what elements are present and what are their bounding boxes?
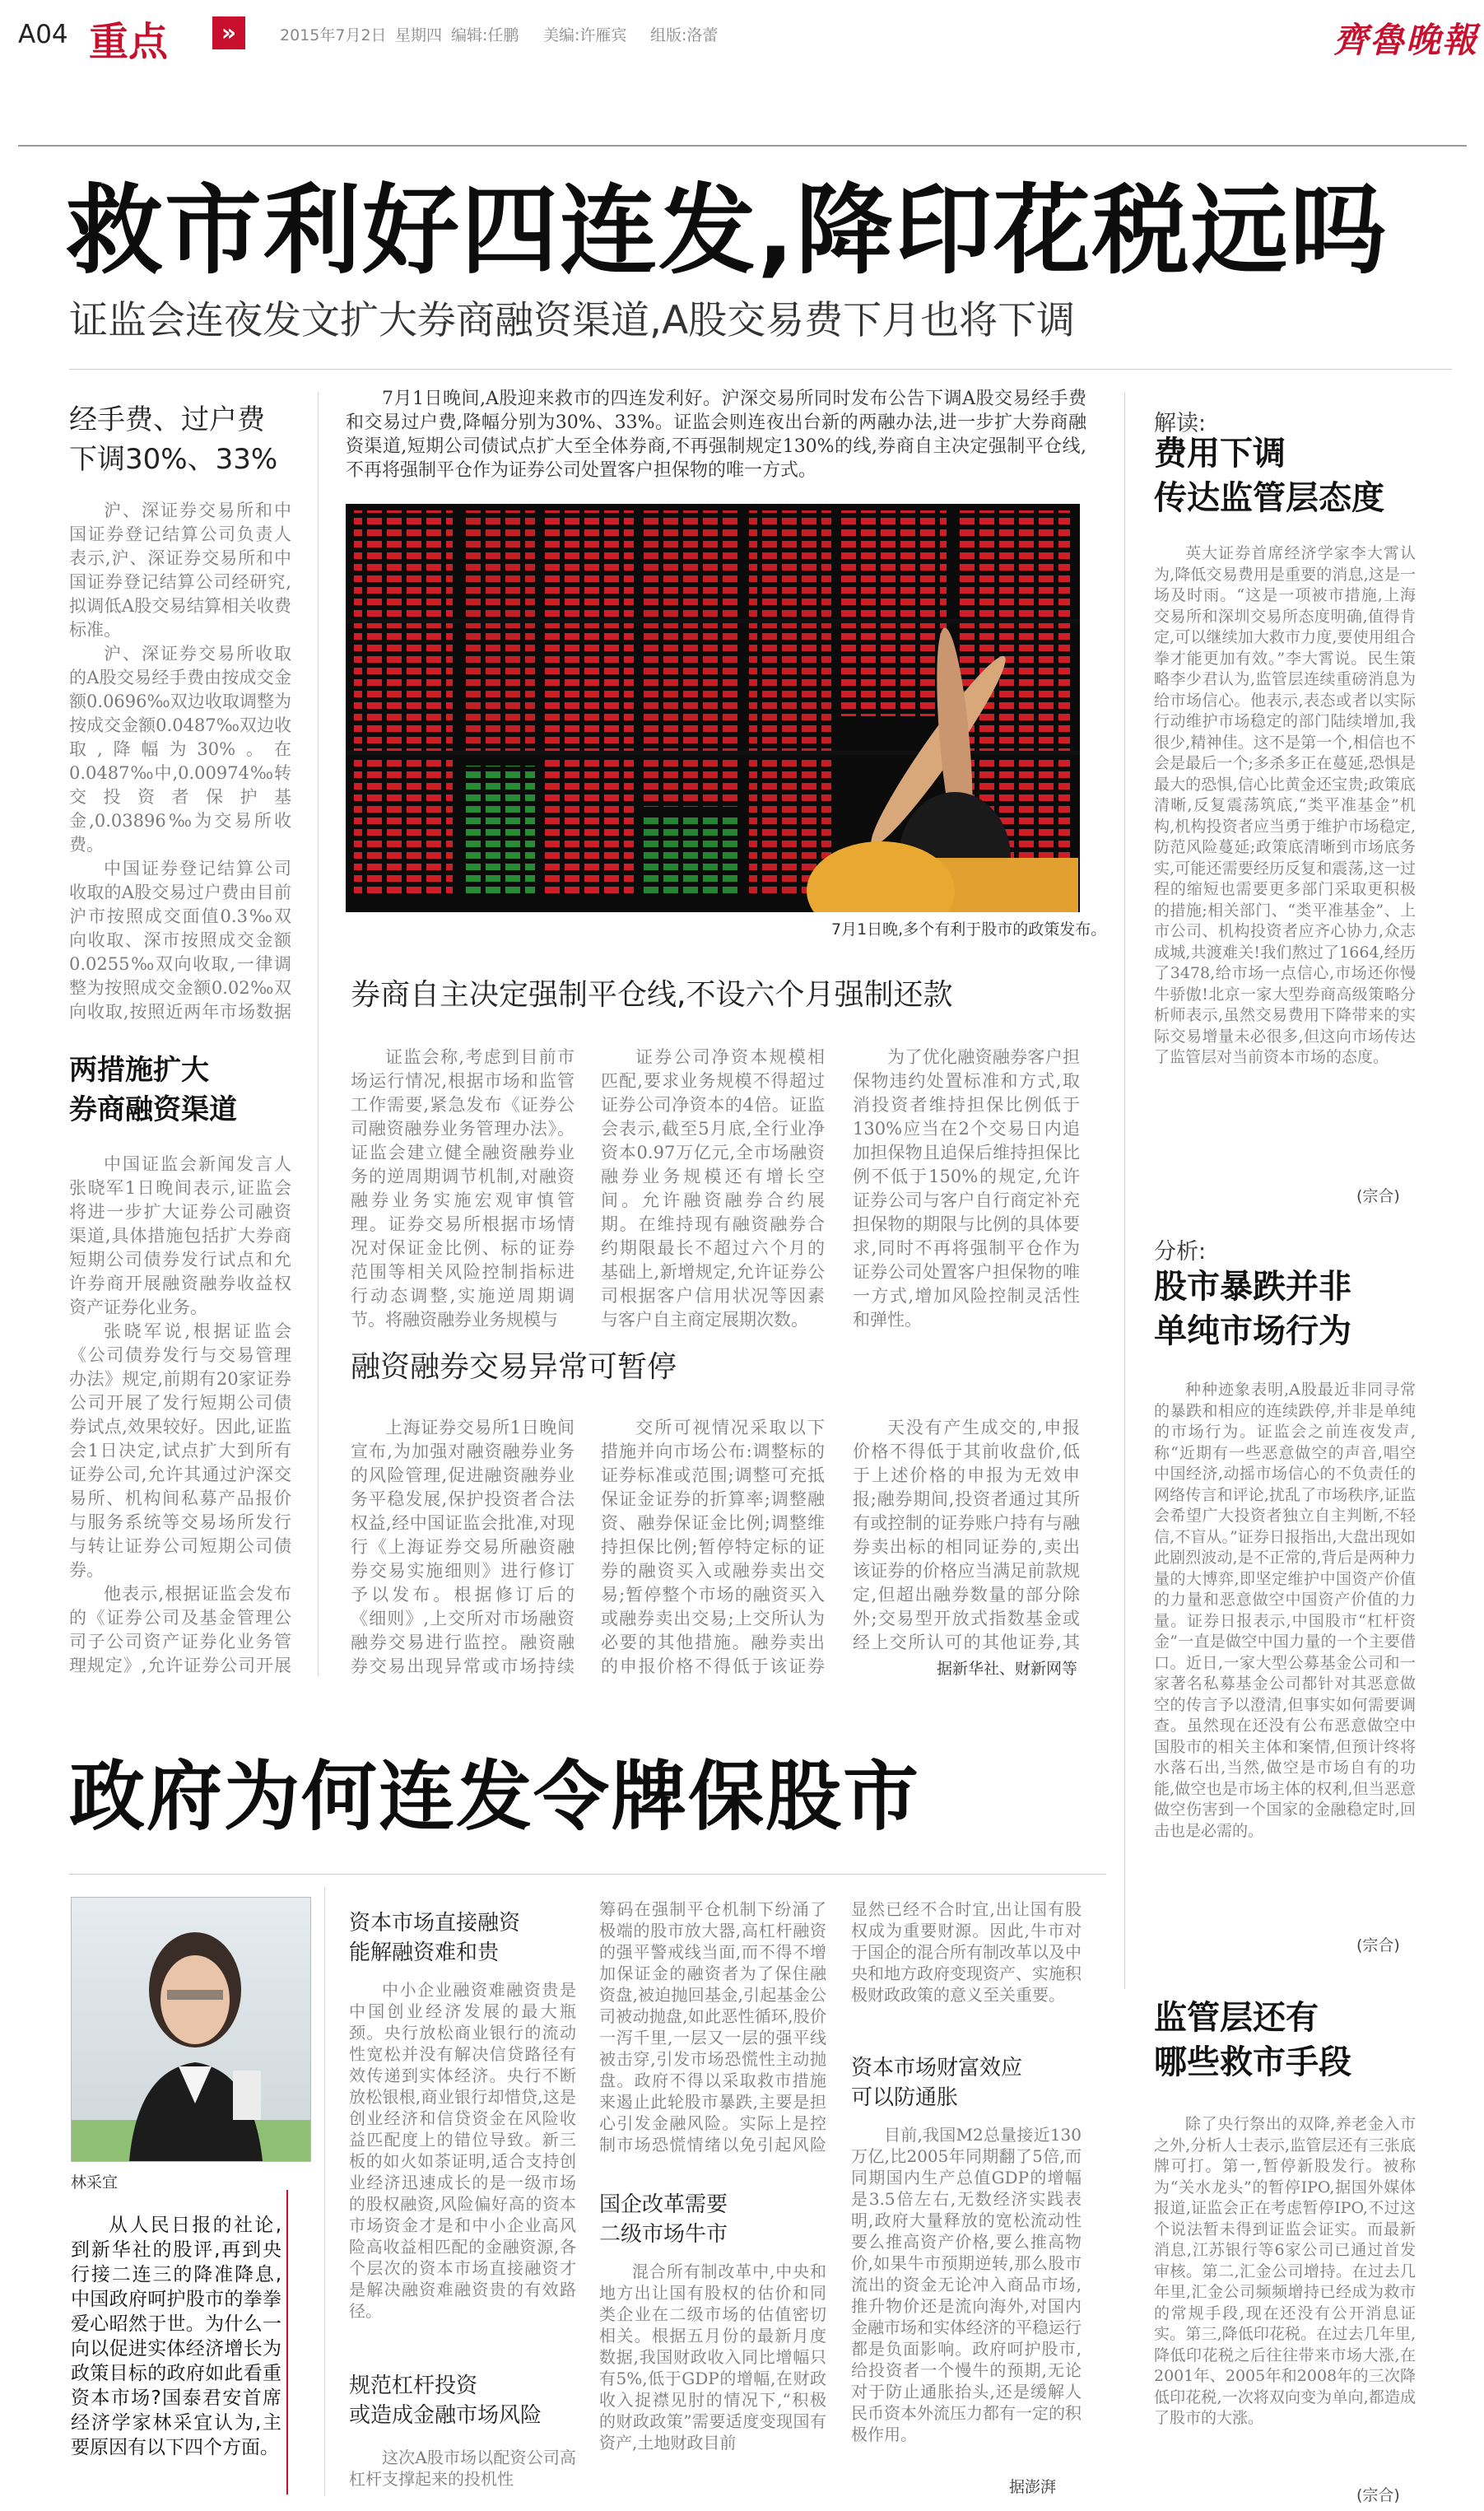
right-heading-3-line1: 监管层还有	[1154, 1999, 1319, 2037]
paragraph: 上海证券交易所1日晚间宣布,为加强对融资融券业务的风险管理,促进融资融券业务平稳发展,保护投资者合法权益,经中国证监会批准,对现行《上海证券交易所融资融券交易实施细则》进行修订予以发布。根据修订后的《细则》,上交所对市场融资融券交易进行监控。融资融券交易出现异常或市场持续	[351, 1418, 575, 1676]
right-heading-2	[1154, 1265, 1450, 1353]
s2-text	[349, 2447, 576, 2496]
sub1-col-3	[853, 1046, 1080, 1330]
c2-text	[599, 1898, 826, 2154]
s1-heading-line2: 能解融资难和贵	[349, 1940, 500, 1965]
intro-box-border	[286, 2190, 288, 2495]
portrait-photo	[71, 1897, 311, 2162]
sub1-col-1	[351, 1046, 575, 1330]
paragraph: 种种迹象表明,A股最近非同寻常的暴跌和相应的连续跌停,并非是单纯的市场行为。证监会之前连夜发声,称“近期有一些恶意做空的声音,唱空中国经济,动摇市场信心的不负责任的网络传言和评论,扰乱了市场秩序,证监会希望广大投资者独立自主判断,不轻信,不盲从。”证券日报指出,大盘出现如此剧烈波动,是不正常的,背后是两种力量的大博弈,即坚定维护中国资产价值的力量和恶意做空中国资产价值的力量。证券日报表示,中国股市“杠杆资金”一直是做空中国力量的一个主要借口。近日,一家大型公募基金公司和一家著名私募基金公司都针对其恶意做空的传言予以澄清,但事实如何需要调查。虽然现在还没有公布恶意做空中国股市的相关主体和案情,但预计终将水落石出,当然,做空是市场自有的功能,做空也是市场主体的权利,但当恶意做空伤害到一个国家的金融稳定时,回击也是必需的。	[1154, 1381, 1416, 1840]
s3-text	[599, 2261, 826, 2496]
paper-logo: 齊魯晚報	[1333, 20, 1479, 60]
second-headline-rule	[69, 1874, 1106, 1875]
header-rule	[18, 145, 1467, 147]
paragraph: 除了央行祭出的双降,养老金入市之外,分析人士表示,监管层还有三张底牌可打。第一,暂停新股发行。被称为“关水龙头”的暂停IPO,据国外媒体报道,证监会正在考虑暂停IPO,不过这个说法暂未得到证监会证实。而最新消息,江苏银行等6家公司已通过首发审核。第二,汇金公司增持。在过去几年里,汇金公司频频增持已经成为救市的常规手段,现在还没有公开消息证实。第三,降低印花税。在过去几年里,降低印花税之后往往带来市场大涨,在2001年、2005年和2008年的三次降低印花税,一次将双向变为单向,都造成了股市的大涨。	[1154, 2115, 1416, 2427]
paragraph: 筹码在强制平仓机制下纷涌了极端的股市放大器,高杠杆融资的强平警戒线当面,而不得不增加保证金的融资者为了保住融资盘,被迫抛回基金,引起基金公司被动抛盘,如此恶性循环,股价一泻千里,一层又一层的强平线被击穿,引发市场恐慌性主动抛盘。政府不得以采取救市措施来遏止此轮股市暴跌,主要是担心引发金融风险。实际上是控制市场恐慌情绪以免引起风险	[599, 1899, 826, 2154]
right-heading-1	[1154, 431, 1450, 520]
right-heading-2-line1: 股市暴跌并非	[1154, 1268, 1351, 1306]
left-heading-1-line1: 经手费、过户费	[69, 403, 265, 436]
right-heading-1-line1: 费用下调	[1154, 435, 1286, 473]
second-intro	[71, 2213, 281, 2486]
paragraph: 交所可视情况采取以下措施并向市场公布:调整标的证券标准或范围;调整可充抵保证金证券的折算率;调整融资、融券保证金比例;调整维持担保比例;暂停特定标的证券的融资买入或融券卖出交易;暂停整个市场的融资买入或融券卖出交易;上交所认为必要的其他措施。融券卖出的申报价格不得低于该证券	[601, 1418, 825, 1676]
paragraph: 这次A股市场以配资公司高杠杆支撑起来的投机性	[349, 2448, 576, 2489]
sub2-col-2	[601, 1416, 825, 1678]
stock-board-graphic	[346, 504, 1080, 912]
intro-paragraph: 从人民日报的社论,到新华社的股评,再到央行接二连三的降准降息,中国政府呵护股市的拳拳爱心昭然于世。为什么一向以促进实体经济增长为政策目标的政府如此看重资本市场?国泰君安首席经济学家林采宜认为,主要原因有以下四个方面。	[71, 2215, 281, 2458]
left-col-text-1	[69, 499, 291, 1023]
right-heading-3	[1154, 1996, 1450, 2085]
right-col-text-3	[1154, 2114, 1416, 2483]
left-heading-2	[69, 1051, 333, 1130]
photo-caption: 7月1日晚,多个有利于股市的政策发布。	[831, 920, 1107, 939]
section-chevron-icon: »	[212, 16, 245, 49]
sub2-col-1	[351, 1416, 575, 1678]
s4-text	[851, 2124, 1082, 2470]
page-number: A04	[18, 20, 68, 49]
paragraph: 张晓军说,根据证监会《公司债券发行与交易管理办法》规定,前期有20家证券公司开展了发行短期公司债券试点,效果较好。因此,证监会1日决定,试点扩大到所有证券公司,允许其通过沪深交易所、机构间私募产品报价与服务系统等交易场所发行与转让证券公司短期公司债券。	[69, 1321, 291, 1580]
right-source-1: (宗合)	[1356, 1187, 1400, 1205]
s2-heading-line2: 或造成金融市场风险	[349, 2403, 542, 2428]
left-col-text-2	[69, 1153, 291, 1679]
c3-text	[851, 1898, 1082, 2047]
paragraph: 证监会称,考虑到目前市场运行情况,根据市场和监管工作需要,紧急发布《证券公司融资融券业务管理办法》。证监会建立健全融资融券业务的逆周期调节机制,对融资融券业务实施宏观审慎管理。证券交易所根据市场情况对保证金比例、标的证券范围等相关风险控制指标进行动态调整,实施逆周期调节。将融资融券业务规模与	[351, 1047, 575, 1330]
main-headline: 救市利好四连发,降印花税远吗	[66, 174, 1389, 287]
paragraph: 沪、深证券交易所收取的A股交易经手费由按成交金额0.0696‰双边收取调整为按成交金额0.0487‰双边收取,降幅为30%。在0.0487‰中,0.00974‰转交投资者保护基金,0.03896‰为交易所收费。	[69, 644, 291, 855]
s1-text	[349, 1979, 576, 2366]
paragraph: 显然已经不合时宜,出让国有股权成为重要财源。因此,牛市对于国企的混合所有制改革以及中央和地方政府变现资产、实施积极财政政策的意义至关重要。	[851, 1899, 1082, 2005]
left-heading-1-line2: 下调30%、33%	[69, 443, 278, 476]
lead-paragraph: 7月1日晚间,A股迎来救市的四连发利好。沪深交易所同时发布公告下调A股交易经手费和交易过户费,降幅分别为30%、33%。证监会则连夜出台新的两融办法,进一步扩大券商融资渠道,短期公司债试点扩大至全体券商,不再强制规定130%的线,券商自主决定强制平仓线,不再将强制平仓作为证券公司处置客户担保物的唯一方式。	[346, 389, 1086, 481]
sub2-title: 融资融券交易异常可暂停	[351, 1350, 677, 1384]
main-subheadline: 证监会连夜发文扩大券商融资渠道,A股交易费下月也将下调	[69, 298, 1076, 343]
paragraph: 为了优化融资融券客户担保物违约处置标准和方式,取消投资者维持担保比例低于130%应当在2个交易日内追加担保物且追保后维持担保比例不低于150%的规定,允许证券公司与客户自行商定补充担保物的期限与比例的具体要求,同时不再将强制平仓作为证券公司处置客户担保物的唯一方式,增加风险控制灵活性和弹性。	[853, 1047, 1080, 1330]
s4-heading	[851, 2053, 1022, 2113]
right-label-1: 解读:	[1154, 411, 1207, 436]
paragraph: 英大证券首席经济学家李大霄认为,降低交易费用是重要的消息,这是一场及时雨。“这是一项被市措施,上海交易所和深圳交易所态度明确,值得肯定,可以继续加大救市力度,要使用组合拳才能更加有效。”李大霄说。民生策略李少君认为,监管层连续重磅消息为给市场信心。他表示,表态或者以实际行动维护市场稳定的部门陆续增加,我很少,精神佳。这不是第一个,相信也不会是最后一个;多杀多正在蔓延,恐惧是最大的恐惧,信心比黄金还宝贵;政策底清晰,反复震荡筑底,“类平准基金”机构,机构投资者应当勇于维护市场稳定,防范风险蔓延;政策底清晰到市场底务实,可能还需要经历反复和震荡,这一过程的缩短也需要更多部门采取更积极的措施;相关部门、“类平准基金”、上市公司、机构投资者应齐心协力,众志成城,共渡难关!我们熬过了1664,经历了3478,给市场一点信心,市场还你慢牛骄傲!北京一家大型券商高级策略分析师表示,虽然交易费用下降带来的实际交易增量未必很多,但这向市场传达了监管层对当前资本市场的态度。	[1154, 544, 1416, 1066]
sub2-source: 据新华社、财新网等	[937, 1660, 1078, 1678]
column-divider	[324, 1887, 325, 2496]
right-heading-3-line2: 哪些救市手段	[1154, 2043, 1351, 2081]
sub1-title: 券商自主决定强制平仓线,不设六个月强制还款	[351, 978, 953, 1012]
column-divider	[1124, 392, 1125, 1989]
s3-heading-line1: 国企改革需要	[599, 2192, 728, 2217]
header-weekday: 星期四	[395, 26, 443, 44]
paragraph: 沪、深证券交易所和中国证券登记结算公司负责人表示,沪、深证券交易所和中国证券登记结算公司经研究,拟调低A股交易结算相关收费标准。	[69, 501, 291, 640]
header-editor: 编辑:任鹏	[451, 26, 519, 44]
right-col-text-1	[1154, 543, 1416, 1186]
s3-heading	[599, 2190, 728, 2249]
right-heading-1-line2: 传达监管层态度	[1154, 479, 1384, 517]
left-heading-2-line2: 券商融资渠道	[69, 1093, 237, 1126]
column-divider	[318, 392, 319, 1676]
right-source-3: (宗合)	[1356, 2486, 1400, 2504]
second-source: 据澎湃	[1009, 2478, 1057, 2496]
left-heading-1	[69, 400, 333, 479]
s3-heading-line2: 二级市场牛市	[599, 2222, 728, 2247]
paragraph: 天没有产生成交的,申报价格不得低于其前收盘价,低于上述价格的申报为无效申报;融券期间,投资者通过其所有或控制的证券账户持有与融券卖出标的相同证券的,卖出该证券的价格应当满足前款规定,但超出融券数量的部分除外;交易型开放式指数基金或经上交所认可的其他证券,其	[853, 1418, 1080, 1652]
s2-heading-line1: 规范杠杆投资	[349, 2374, 478, 2398]
header-art-editor: 美编:许雁宾	[543, 26, 627, 44]
sub1-col-2	[601, 1046, 825, 1330]
right-col-text-2	[1154, 1380, 1416, 1933]
paragraph: 中国证监会新闻发言人张晓军1日晚间表示,证监会将进一步扩大证券公司融资渠道,具体措施包括扩大券商短期公司债券发行试点和允许券商开展融资融券收益权资产证券化业务。	[69, 1154, 291, 1317]
stock-board-photo	[346, 504, 1080, 912]
second-headline: 政府为何连发令牌保股市	[69, 1753, 921, 1841]
paragraph: 中小企业融资难融资贵是中国创业经济发展的最大瓶颈。央行放松商业银行的流动性宽松并没有解决信贷路径有效传递到实体经济。央行不断放松银根,商业银行却惜贷,这是创业经济和信贷资金在风险收益匹配度上的错位导致。新三板的如火如荼证明,适合支持创业经济迅速成长的是一级市场的股权融资,风险偏好高的资本市场资金才是和中小企业高风险高收益相匹配的金融资源,各个层次的资本市场直接融资才是解决融资难融资贵的有效路径。	[349, 1980, 576, 2321]
portrait-graphic	[72, 1898, 310, 2161]
sub2-col-3	[853, 1416, 1080, 1655]
paragraph: 混合所有制改革中,中央和地方出让国有股权的估价和同类企业在二级市场的估值密切相关。根据五月份的最新月度数据,我国财政收入同比增幅只有5%,低于GDP的增幅,在财政收入捉襟见肘的情况下,“积极的财政政策”需要适度变现国有资产,土地财政目前	[599, 2262, 826, 2453]
s1-heading-line1: 资本市场直接融资	[349, 1911, 521, 1936]
header-date: 2015年7月2日	[280, 26, 387, 44]
s4-heading-line2: 可以防通胀	[851, 2085, 959, 2110]
header-layout-editor: 组版:洛蕾	[650, 26, 719, 44]
left-heading-2-line1: 两措施扩大	[69, 1054, 209, 1087]
right-source-2: (宗合)	[1356, 1936, 1400, 1954]
paragraph: 他表示,根据证监会发布的《证券公司及基金管理公司子公司资产证券化业务管理规定》,允许证券公司开展	[69, 1584, 291, 1675]
section-title: 重点	[89, 19, 169, 65]
headline-rule	[69, 369, 1452, 370]
right-heading-2-line2: 单纯市场行为	[1154, 1312, 1351, 1350]
right-label-2: 分析:	[1154, 1239, 1207, 1265]
paragraph: 中国证券登记结算公司收取的A股交易过户费由目前沪市按照成交面值0.3‰双向收取、深市按照成交金额0.0255‰双向收取,一律调整为按照成交金额0.02‰双向收取,按照近两年市场数据	[69, 859, 291, 1022]
s4-heading-line1: 资本市场财富效应	[851, 2056, 1023, 2080]
s2-heading	[349, 2371, 542, 2430]
s1-heading	[349, 1908, 520, 1968]
portrait-caption: 林采宜	[71, 2173, 119, 2192]
paragraph: 证券公司净资本规模相匹配,要求业务规模不得超过证券公司净资本的4倍。证监会表示,截至5月底,全行业净资本0.97万亿元,全市场融资融券业务规模还有增长空间。允许融资融券合约展期。在维持现有融资融券合约期限最长不超过六个月的基础上,新增规定,允许证券公司根据客户信用状况等因素与客户自主商定展期次数。	[601, 1047, 825, 1330]
paragraph: 目前,我国M2总量接近130万亿,比2005年同期翻了5倍,而同期国内生产总值GDP的增幅是3.5倍左右,无数经济实践表明,政府大量释放的宽松流动性要么推高资产价格,要么推高物价,如果牛市预期逆转,那么股市流出的资金无论冲入商品市场,推升物价还是流向海外,对国内金融市场和实体经济的平稳运行都是负面影响。政府呵护股市,给投资者一个慢牛的预期,无论对于防止通胀抬头,还是缓解人民币资本外流压力都有一定的积极作用。	[851, 2125, 1082, 2444]
main-lead	[346, 387, 1086, 506]
